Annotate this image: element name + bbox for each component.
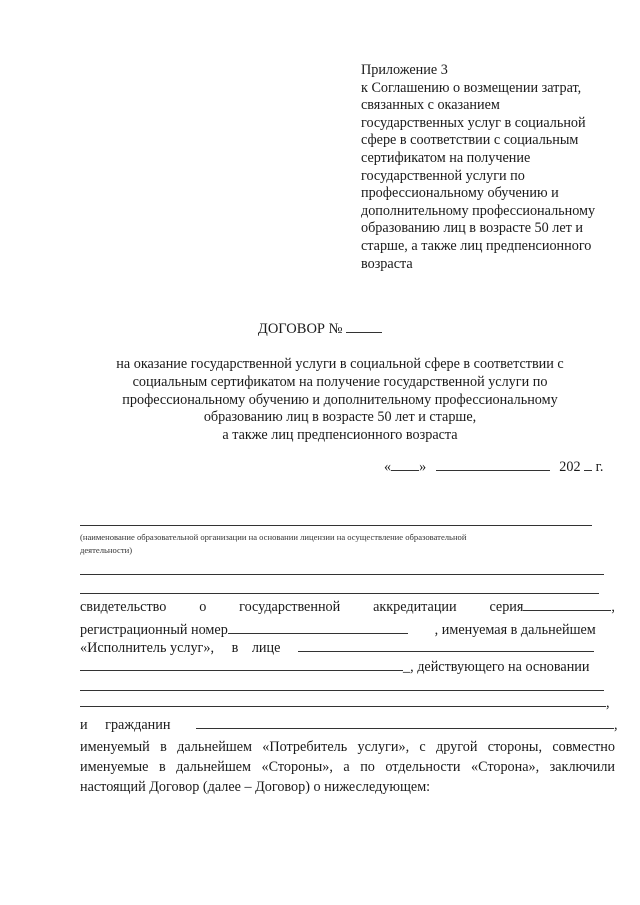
appendix-line: образованию лиц в возрасте 50 лет и — [361, 220, 583, 237]
text-word: и — [80, 717, 88, 733]
contract-title — [0, 321, 640, 338]
date-close-quote: » — [419, 459, 427, 475]
org-hint-line2: деятельности) — [80, 545, 133, 555]
appendix-line: старше, а также лиц предпенсионного — [361, 237, 592, 254]
subtitle-line: профессиональному обучению и дополнительному профессиональному — [122, 391, 558, 408]
text-word: в — [231, 640, 239, 656]
appendix-line: государственных услуг в социальной — [361, 114, 586, 131]
subtitle-line: на оказание государственной услуги в социальной сфере в соответствии с — [116, 356, 564, 372]
paragraph-line — [80, 759, 615, 776]
basis-continuation-blank[interactable] — [80, 695, 606, 707]
appendix-line: связанных с оказанием — [361, 97, 500, 114]
registration-line — [80, 622, 615, 639]
blank-line[interactable] — [80, 593, 599, 594]
citizen-name-blank[interactable] — [196, 717, 614, 729]
paragraph-line — [80, 779, 615, 796]
paragraph-text: настоящий Договор (далее – Договор) о нижеследующем: — [80, 779, 431, 795]
contract-number-blank[interactable] — [346, 321, 382, 333]
text-word: о — [199, 599, 207, 615]
appendix-note — [361, 62, 621, 273]
blank-line[interactable] — [80, 574, 604, 575]
text-word: государственной — [239, 599, 341, 615]
date-year-suffix: г. — [595, 459, 604, 475]
text-word: серия — [489, 599, 524, 615]
paragraph-text: именуемый в дальнейшем «Потребитель услуги», с другой стороны, совместно — [80, 739, 615, 755]
text-word: свидетельство — [80, 599, 167, 615]
appendix-line: профессиональному обучению и — [361, 185, 559, 202]
contract-subtitle — [80, 356, 600, 445]
representative-name-blank[interactable] — [80, 659, 403, 671]
text-word: аккредитации — [373, 599, 457, 615]
appendix-line: дополнительному профессиональному — [361, 202, 596, 219]
paragraph-text: именуемые в дальнейшем «Стороны», а по отдельности «Сторона», заключили — [80, 759, 615, 775]
text-word: лице — [251, 640, 281, 656]
date-day-blank[interactable] — [391, 459, 419, 471]
executor-line — [80, 640, 615, 657]
appendix-line: Приложение 3 — [361, 62, 448, 78]
hereinafter-text: , именуемая в дальнейшем — [434, 622, 596, 638]
appendix-line: государственной услуги по — [361, 167, 525, 184]
org-hint-line1 — [80, 531, 615, 544]
appendix-line: к Соглашению о возмещении затрат, — [361, 79, 582, 96]
org-name-line[interactable] — [80, 525, 592, 526]
comma: , — [611, 599, 615, 615]
date-year-blank[interactable] — [584, 459, 592, 471]
representative-blank[interactable] — [298, 640, 594, 652]
subtitle-line: социальным сертификатом на получение государственной услуги по — [132, 373, 548, 390]
paragraph-line — [80, 739, 615, 756]
org-hint-text: (наименование образовательной организации на основании лицензии на осуществление образовательной — [80, 532, 467, 542]
citizen-label: гражданин — [105, 717, 171, 733]
series-blank[interactable] — [523, 599, 611, 611]
appendix-line: сертификатом на получение — [361, 149, 531, 166]
citizen-line — [80, 717, 618, 734]
registration-label: регистрационный номер — [80, 622, 228, 638]
acting-basis-text: _, действующего на основании — [403, 659, 590, 675]
basis-line — [80, 659, 615, 676]
appendix-line: возраста — [361, 255, 413, 272]
appendix-line: сфере в соответствии с социальным — [361, 132, 579, 149]
contract-date — [384, 459, 603, 476]
comma: , — [614, 717, 618, 733]
org-hint — [80, 531, 615, 557]
date-open-quote: « — [384, 459, 392, 475]
comma: , — [606, 695, 610, 711]
subtitle-line: а также лиц предпенсионного возраста — [222, 427, 458, 444]
accreditation-line — [80, 599, 615, 616]
blank-line[interactable] — [80, 690, 604, 691]
date-year: 202 — [559, 459, 581, 475]
contract-title-text: ДОГОВОР № — [257, 321, 343, 337]
executor-label: «Исполнитель услуг», — [80, 640, 215, 656]
registration-number-blank[interactable] — [228, 622, 408, 634]
blank-end-line — [80, 695, 615, 712]
subtitle-line: образованию лиц в возрасте 50 лет и старше, — [203, 409, 477, 426]
date-month-blank[interactable] — [436, 459, 550, 471]
